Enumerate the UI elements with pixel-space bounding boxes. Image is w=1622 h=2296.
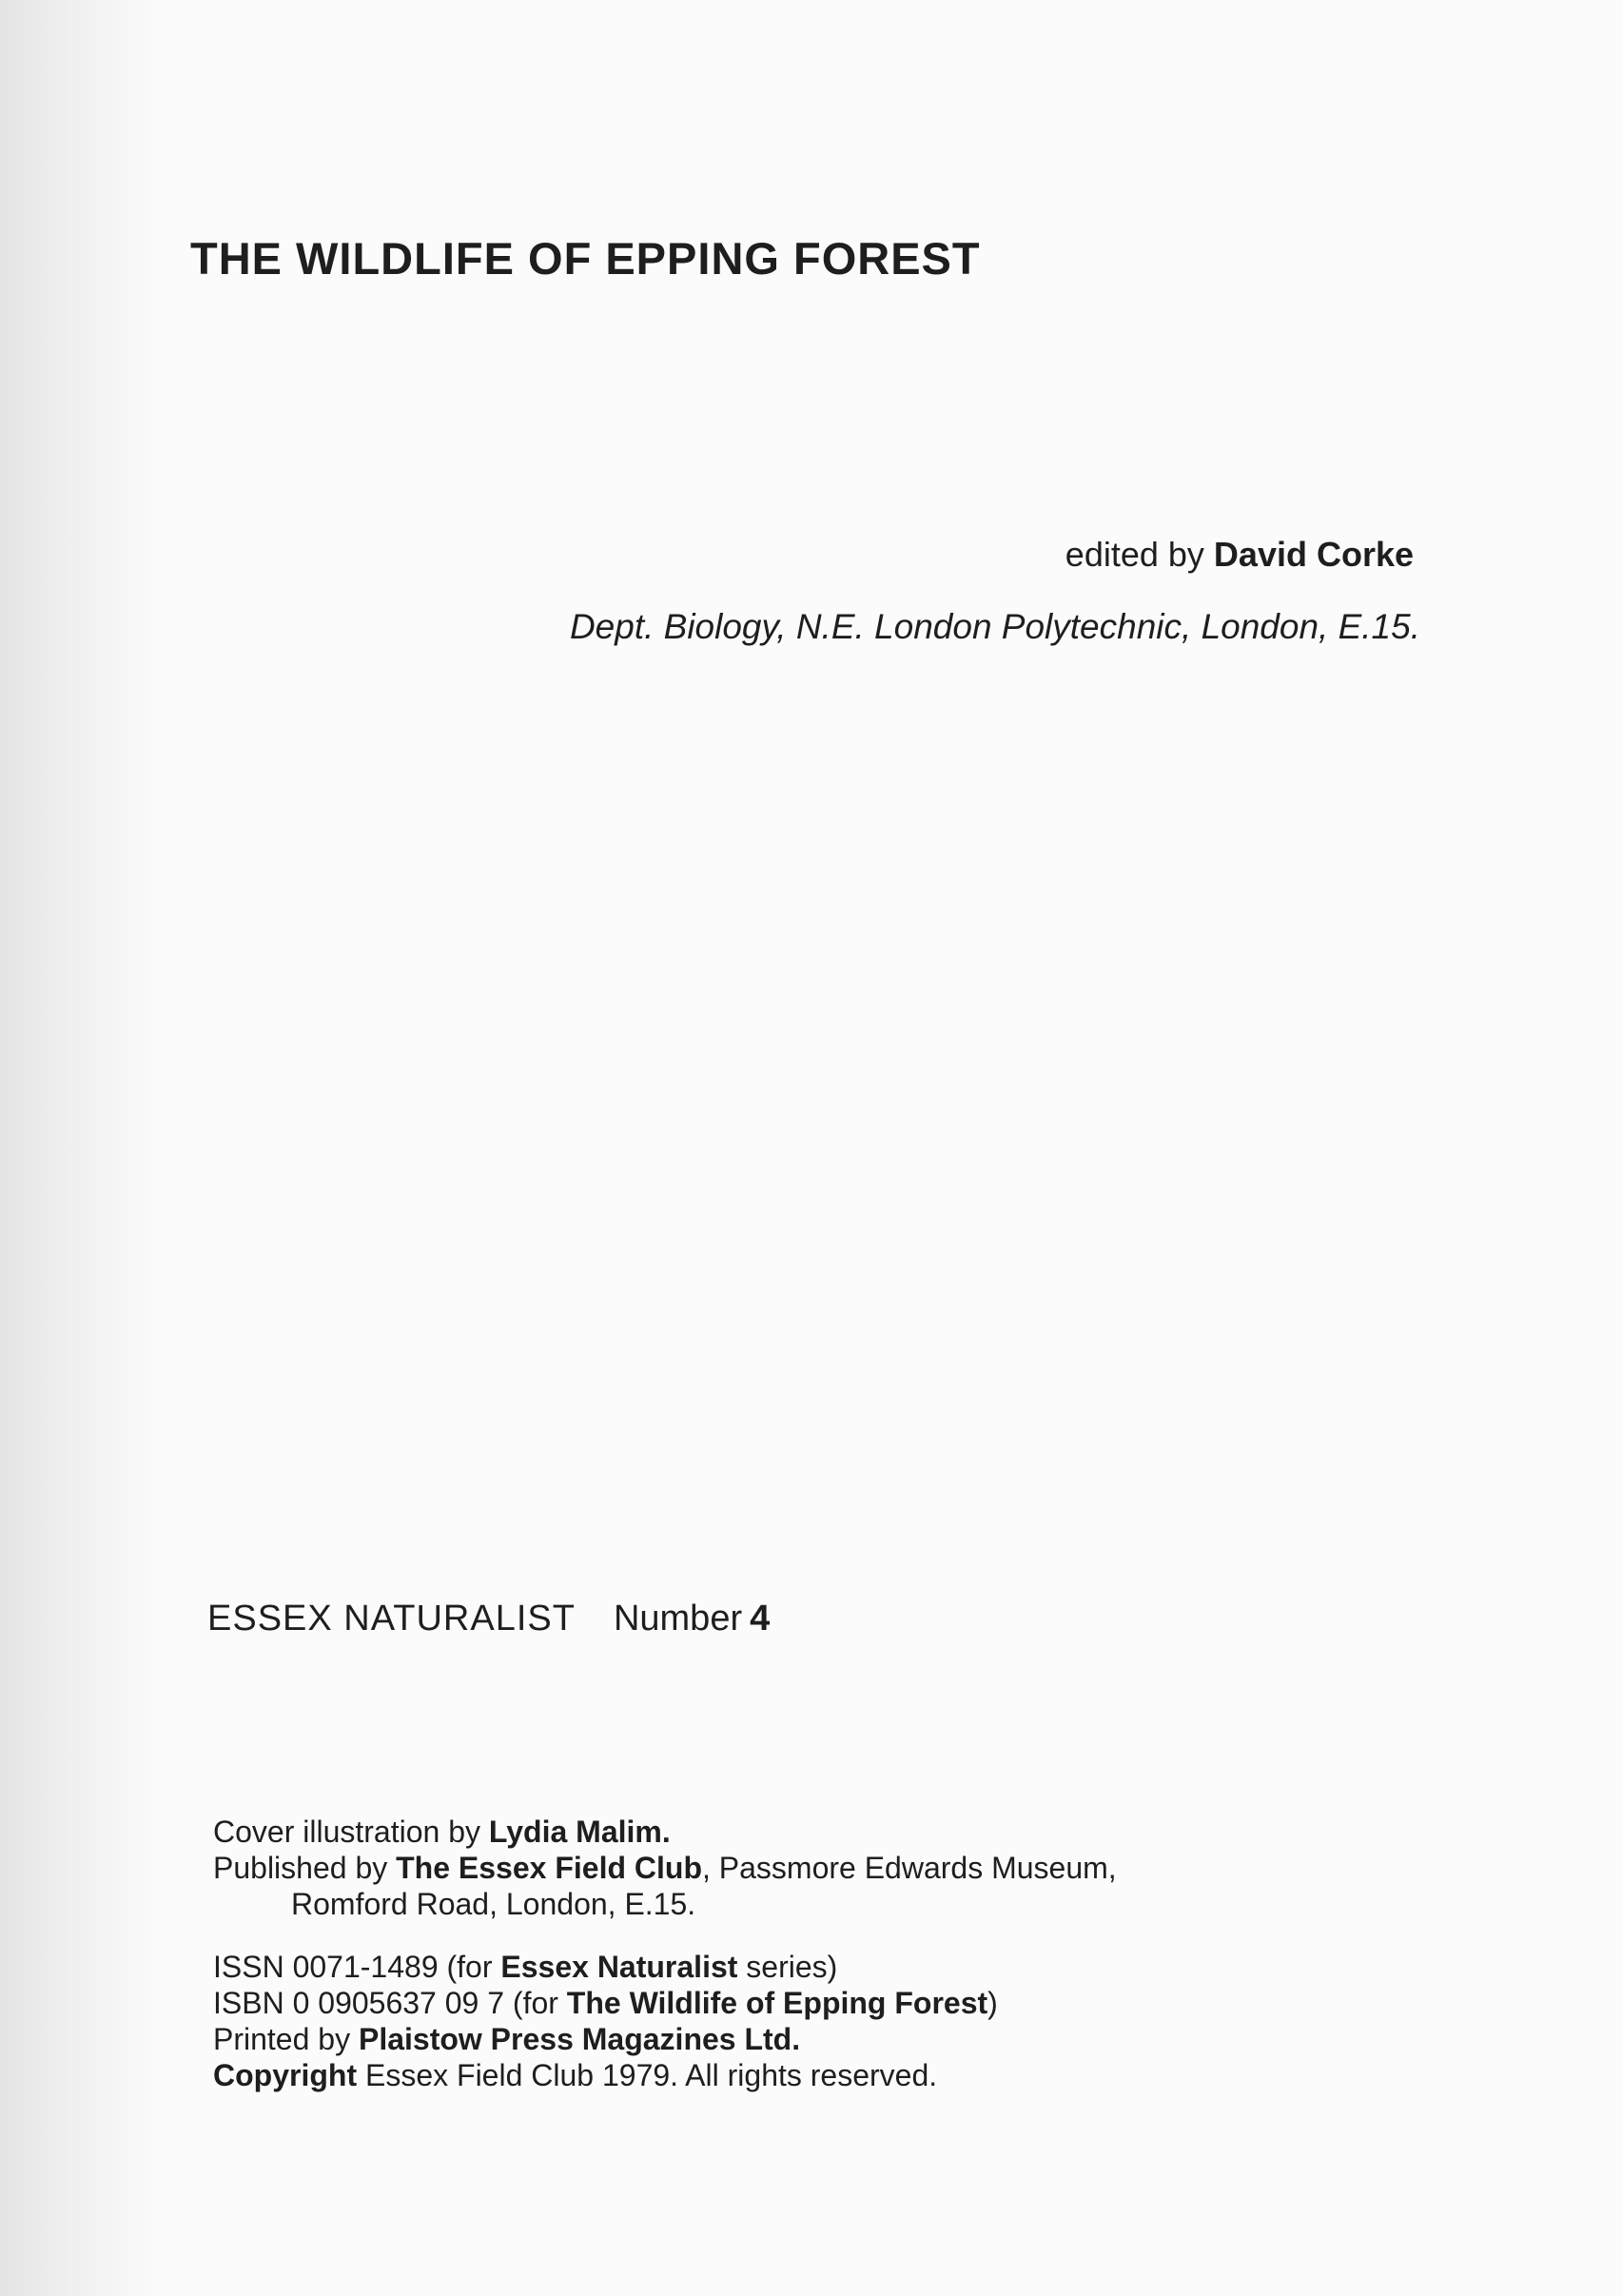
publisher-credit — [213, 1850, 1117, 1886]
editor-affiliation: Dept. Biology, N.E. London Polytechnic, London, E.15. — [569, 607, 1420, 646]
copyright-line — [213, 2057, 1117, 2093]
issn-text: ISSN 0071-1489 (for — [213, 1950, 501, 1984]
printer-prefix: Printed by — [213, 2022, 359, 2056]
cover-artist: Lydia Malim. — [488, 1815, 671, 1849]
issn-series: Essex Naturalist — [500, 1950, 738, 1984]
series-number-label: Number — [613, 1599, 743, 1639]
series-line — [207, 1599, 770, 1639]
copyright-text: Essex Field Club 1979. All rights reserved. — [357, 2058, 938, 2092]
page-gutter-shadow — [0, 0, 171, 2296]
series-number: 4 — [750, 1599, 771, 1639]
issn-suffix: series) — [737, 1950, 838, 1984]
cover-credit — [213, 1814, 1117, 1850]
publisher-prefix: Published by — [213, 1851, 397, 1885]
publisher-name: The Essex Field Club — [396, 1851, 702, 1885]
isbn-title: The Wildlife of Epping Forest — [566, 1986, 988, 2020]
cover-credit-prefix: Cover illustration by — [213, 1815, 489, 1849]
printer-name: Plaistow Press Magazines Ltd. — [358, 2022, 801, 2056]
book-title: THE WILDLIFE OF EPPING FOREST — [190, 233, 981, 284]
isbn-text: ISBN 0 0905637 09 7 (for — [213, 1986, 567, 2020]
editor-prefix: edited by — [1065, 535, 1214, 574]
copyright-label: Copyright — [213, 2058, 358, 2092]
isbn-line — [213, 1985, 1117, 2021]
publisher-address: Romford Road, London, E.15. — [291, 1887, 696, 1921]
series-name: ESSEX NATURALIST — [207, 1599, 576, 1639]
editor-line — [1065, 535, 1414, 575]
issn-line — [213, 1949, 1117, 1985]
credits-block — [213, 1814, 1117, 2093]
editor-name: David Corke — [1213, 535, 1414, 574]
printer-credit — [213, 2021, 1117, 2057]
isbn-suffix: ) — [987, 1986, 998, 2020]
publisher-suffix: , Passmore Edwards Museum, — [701, 1851, 1117, 1885]
